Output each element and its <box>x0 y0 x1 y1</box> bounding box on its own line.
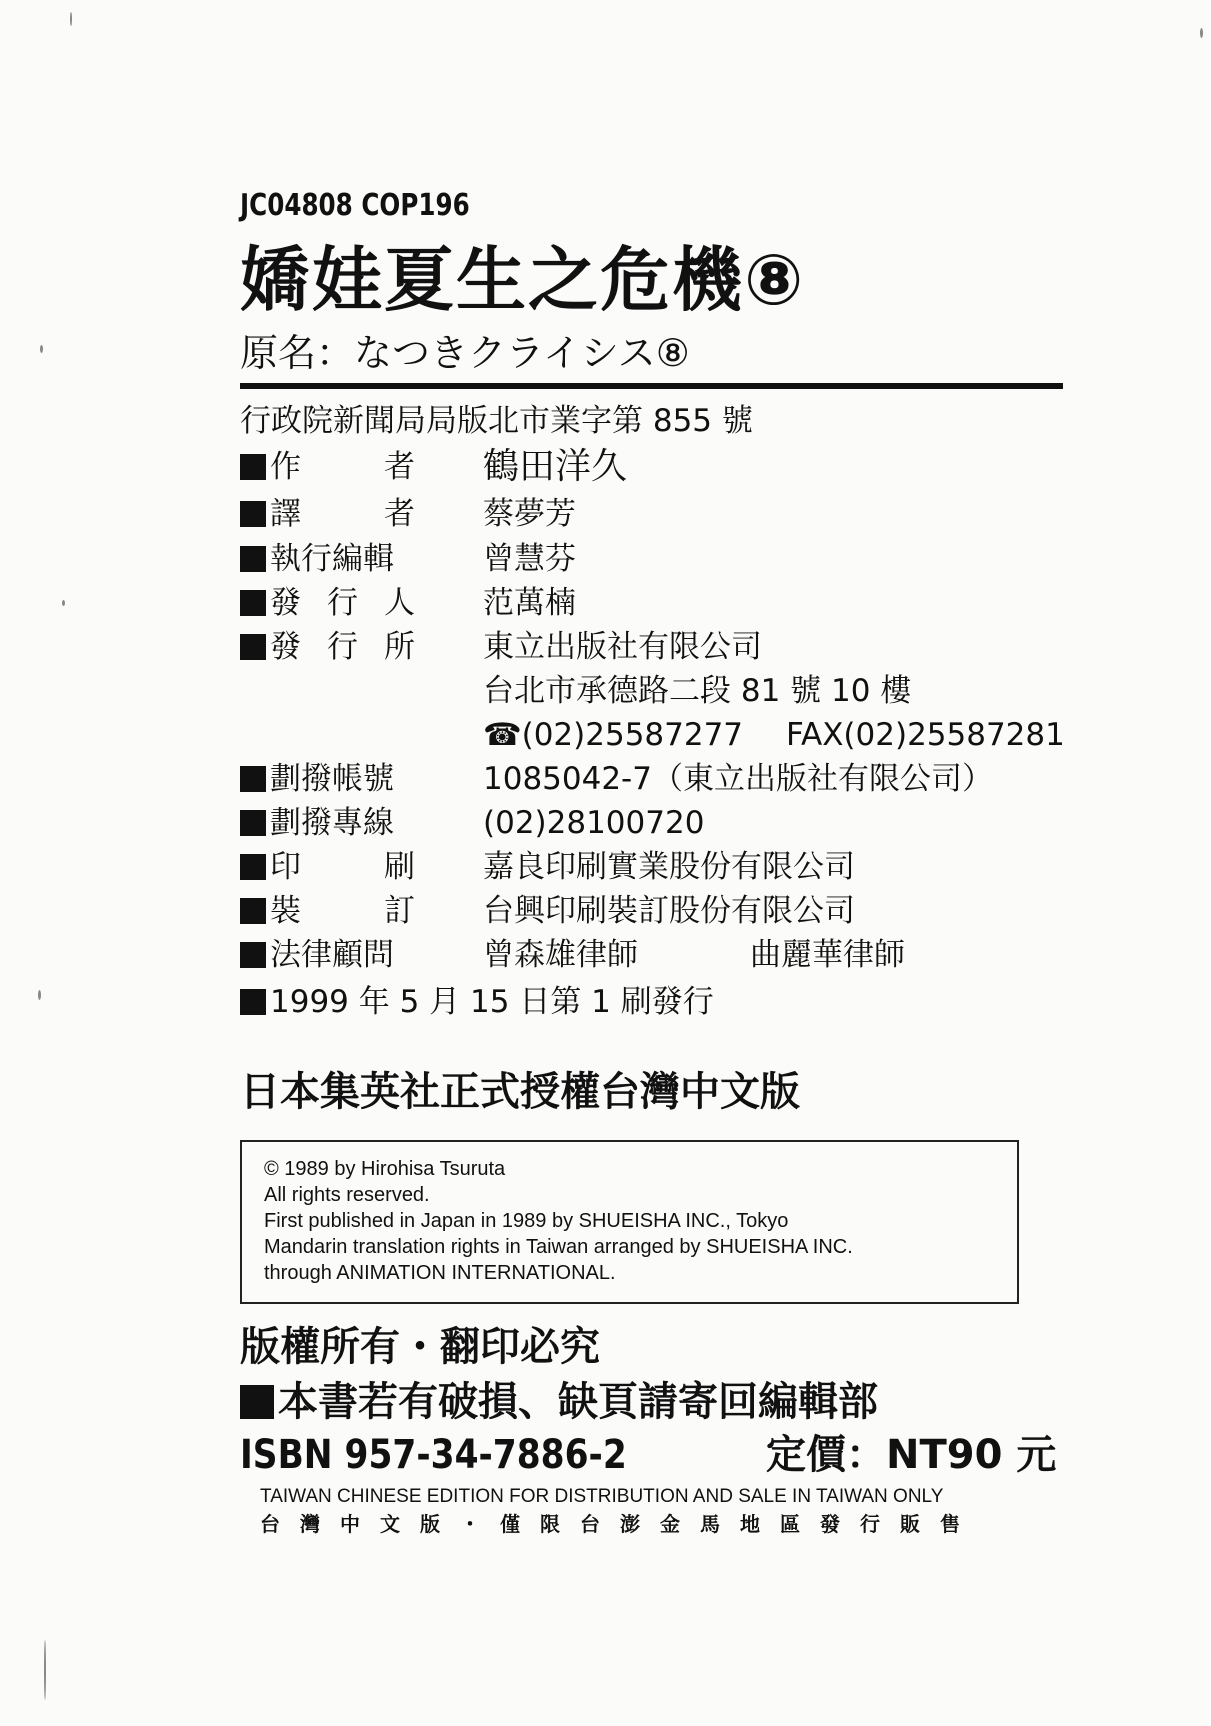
bullet-square <box>240 942 266 968</box>
bullet-square <box>240 454 266 480</box>
scan-speck <box>44 1640 46 1700</box>
rights-reserved: 版權所有・翻印必究 <box>240 1324 600 1370</box>
copyright-line: First published in Japan in 1989 by SHUEISHA INC., Tokyo <box>264 1210 789 1232</box>
credit-row-postal-account <box>240 759 993 799</box>
credit-label: 發 行 人 <box>270 585 415 621</box>
book-title: 嬌娃夏生之危機⑧ <box>240 239 806 321</box>
credit-row-publisher <box>240 627 762 667</box>
credit-label: 執行編輯 <box>270 541 394 577</box>
credit-value: 1085042-7（東立出版社有限公司） <box>483 761 993 797</box>
publisher-phone: ☎(02)25587277 <box>483 717 744 753</box>
credit-row-publisher-person <box>240 583 576 623</box>
scan-speck <box>38 990 41 1000</box>
credit-value: 東立出版社有限公司 <box>483 629 762 665</box>
credit-label: 印 刷 <box>270 849 415 885</box>
credit-value: 曾慧芬 <box>483 541 576 577</box>
credit-label: 法律顧問 <box>270 937 394 973</box>
bullet-square <box>240 989 266 1015</box>
catalog-codes: JC04808 COP196 <box>240 188 470 223</box>
credit-value: (02)28100720 <box>483 805 705 841</box>
copyright-line: All rights reserved. <box>264 1184 430 1206</box>
credit-value: 蔡夢芳 <box>483 496 576 532</box>
bullet-square <box>240 501 266 527</box>
credit-value: 范萬楠 <box>483 585 576 621</box>
copyright-line: Mandarin translation rights in Taiwan arranged by SHUEISHA INC. <box>264 1236 853 1258</box>
credit-row-legal <box>240 935 905 975</box>
credit-value: 台興印刷裝訂股份有限公司 <box>483 893 855 929</box>
isbn: ISBN 957-34-7886-2 <box>240 1432 627 1478</box>
credit-value: 嘉良印刷實業股份有限公司 <box>483 849 855 885</box>
bullet-square <box>240 810 266 836</box>
title-divider <box>240 383 1063 389</box>
credit-label: 裝 訂 <box>270 893 415 929</box>
credit-row-postal-hotline <box>240 803 705 843</box>
bullet-square <box>240 898 266 924</box>
publishing-license-number: 行政院新聞局局版北市業字第 855 號 <box>240 403 753 439</box>
credit-label: 劃撥帳號 <box>270 761 394 797</box>
scan-speck <box>62 600 65 606</box>
scan-speck <box>40 345 43 353</box>
publisher-fax: FAX(02)25587281 <box>786 717 1065 753</box>
distribution-english: TAIWAN CHINESE EDITION FOR DISTRIBUTION AND SALE IN TAIWAN ONLY <box>260 1486 944 1507</box>
publisher-address: 台北市承德路二段 81 號 10 樓 <box>483 673 912 709</box>
print-date: 1999 年 5 月 15 日第 1 刷發行 <box>240 982 714 1022</box>
credit-label: 作 者 <box>270 449 415 485</box>
credit-value: 曾森雄律師 <box>483 937 638 973</box>
credit-label: 發 行 所 <box>270 629 415 665</box>
copyright-box <box>240 1140 1019 1304</box>
damage-notice: 本書若有破損、缺頁請寄回編輯部 <box>240 1378 878 1426</box>
original-title: 原名：なつきクライシス⑧ <box>240 331 690 375</box>
credit-row-printer <box>240 847 855 887</box>
credit-value: 鶴田洋久 <box>483 446 628 487</box>
scan-speck <box>1200 28 1203 38</box>
bullet-square <box>240 590 266 616</box>
copyright-line: through ANIMATION INTERNATIONAL. <box>264 1262 616 1284</box>
credit-value-second: 曲麗華律師 <box>750 937 905 973</box>
credit-label: 譯 者 <box>270 496 415 532</box>
bullet-square <box>240 1385 274 1419</box>
bullet-square <box>240 766 266 792</box>
bullet-square <box>240 546 266 572</box>
distribution-chinese: 台灣中文版・僅限台澎金馬地區發行販售 <box>260 1512 980 1536</box>
price: 定價：NT90 元 <box>766 1432 1057 1478</box>
credit-row-translator <box>240 494 576 534</box>
bullet-square <box>240 854 266 880</box>
credit-row-author <box>240 446 628 487</box>
scan-speck <box>70 12 72 26</box>
japan-license-notice: 日本集英社正式授權台灣中文版 <box>240 1069 800 1115</box>
copyright-line: © 1989 by Hirohisa Tsuruta <box>264 1158 506 1180</box>
credit-label: 劃撥專線 <box>270 805 394 841</box>
bullet-square <box>240 634 266 660</box>
credit-row-binding <box>240 891 855 931</box>
credit-row-editor <box>240 539 576 579</box>
